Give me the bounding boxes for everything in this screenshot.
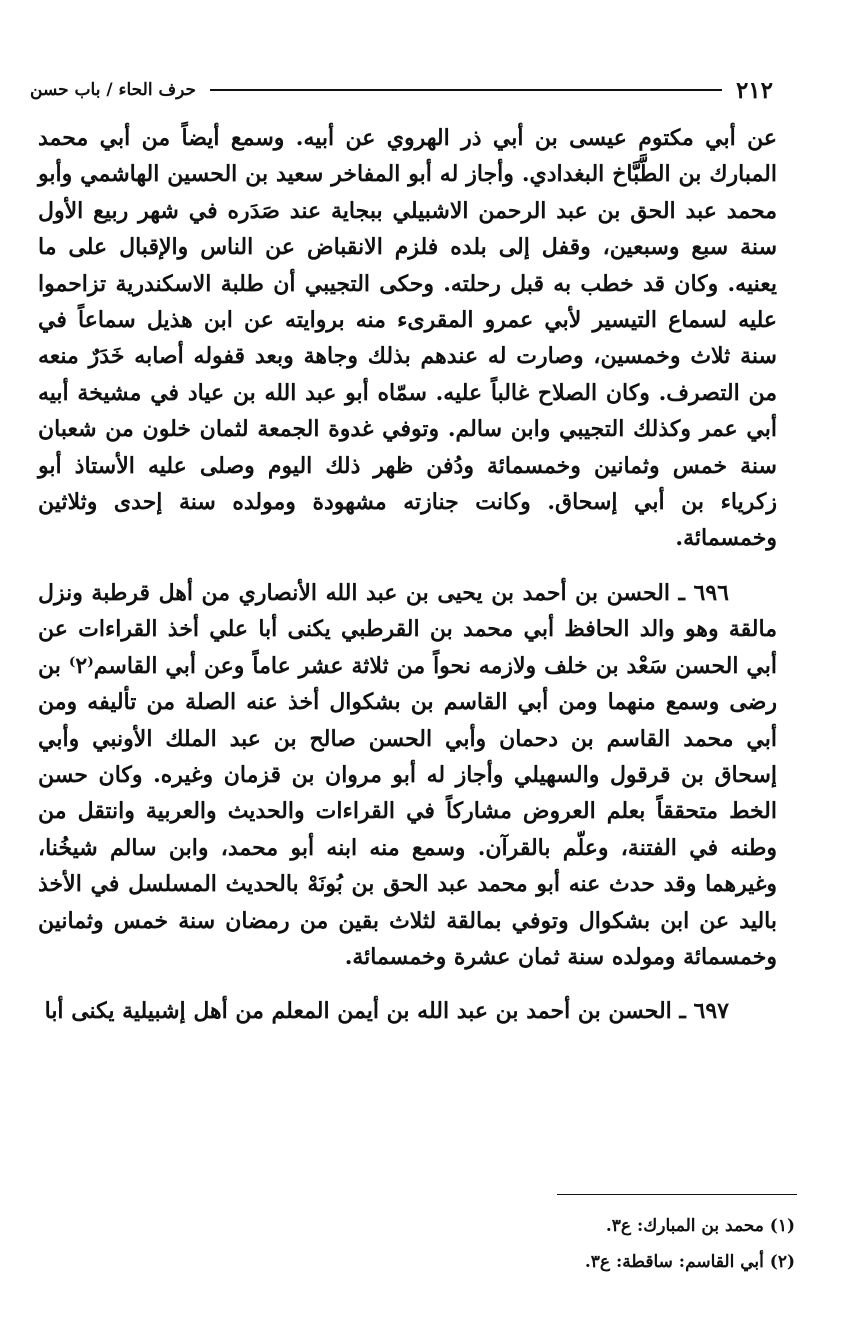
paragraph-continuation: عن أبي مكتوم عيسى بن أبي ذر الهروي عن أبيه. وسمع أيضاً من أبي محمد المبارك بن الطَّبَّاخ البغدادي. وأجاز له أبو المفاخر سعيد بن الحسين الهاشمي وأبو محمد عبد الحق بن عبد الرحمن الاشبيلي ببجاية عند صَدَره في شهر ربيع الأول سنة سبع وسبعين، وقفل إلى بلده فلزم الانقباض عن الناس والإقبال على ما يعنيه. وكان قد خطب به قبل رحلته. وحكى التجيبي أن طلبة الاسكندرية تزاحموا عليه لسماع التيسير لأبي عمرو المقرىء منه بروايته عن ابن هذيل سماعاً في سنة ثلاث وخمسين، وصارت له عندهم بذلك وجاهة وبعد قفوله أصابه خَدَرٌ منعه من التصرف. وكان الصلاح غالباً عليه. سمّاه أبو عبد الله بن عياد في مشيخة أبيه أبي عمر وكذلك التجيبي وابن سالم. وتوفي غدوة الجمعة لثمان خلون من شعبان سنة خمس وثمانين وخمسمائة ودُفن ظهر ذلك اليوم وصلى عليه الأستاذ أبو زكرياء بن أبي إسحاق. وكانت جنازته مشهودة ومولده سنة إحدى وثلاثين وخمسمائة.	[38, 125, 777, 552]
footnote-divider	[557, 1194, 797, 1195]
entry-696: ٦٩٦ ـ الحسن بن أحمد بن يحيى بن عبد الله الأنصاري من أهل قرطبة ونزل مالقة وهو والد الحافظ أبي محمد بن القرطبي يكنى أبا علي أخذ القراءات عن أبي الحسن سَعْد بن خلف ولازمه نحواً من ثلاثة عشر عاماً وعن أبي القاسم⁽٢⁾ بن رضى وسمع منهما ومن أبي القاسم بن بشكوال أخذ عنه الصلة من تأليفه ومن أبي محمد القاسم بن دحمان وأبي الحسن صالح بن عبد الملك الأونبي وأبي إسحاق بن قرقول والسهيلي وأجاز له أبو مروان بن قزمان وغيره. وكان حسن الخط متحققاً بعلم العروض مشاركاً في القراءات والحديث والعربية وانتقل من وطنه في الفتنة، وعلّم بالقرآن. وسمع منه ابنه أبو محمد، وابن سالم شيخُنا، وغيرهما وقد حدث عنه أبو محمد عبد الحق بن بُونَهْ بالحديث المسلسل في الأخذ باليد عن ابن بشكوال وتوفي بمالقة لثلاث بقين من رمضان سنة خمس وثمانين وخمسمائة ومولده سنة ثمان عشرة وخمسمائة.	[38, 579, 777, 970]
running-title: حرف الحاء / باب حسن	[30, 80, 196, 100]
footnotes	[375, 1208, 795, 1280]
page-number: ٢١٢	[735, 76, 773, 104]
footnote-2: (٢) أبي القاسم: ساقطة: ع٣.	[584, 1252, 795, 1272]
page-header	[30, 72, 773, 108]
body-text	[38, 120, 777, 1048]
entry-697: ٦٩٧ ـ الحسن بن أحمد بن عبد الله بن أيمن المعلم من أهل إشبيلية يكنى أبا	[44, 998, 729, 1025]
header-rule	[210, 89, 722, 91]
footnote-1: (١) محمد بن المبارك: ع٣.	[605, 1216, 795, 1236]
